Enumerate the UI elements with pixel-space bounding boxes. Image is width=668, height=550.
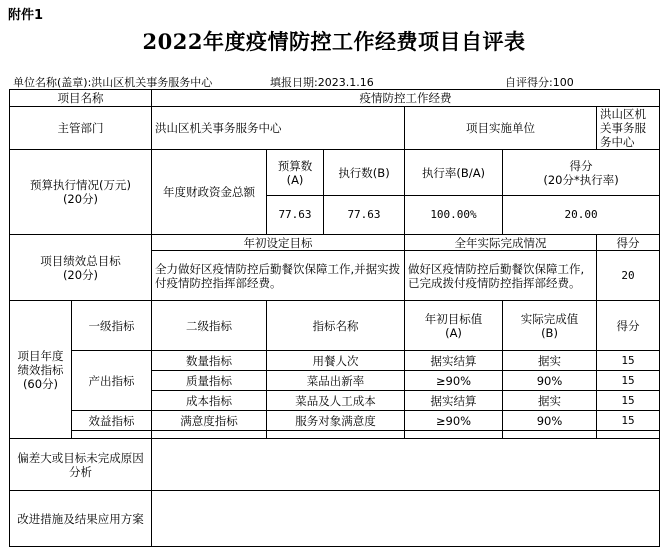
indicator-score: 15 [597,391,660,411]
date-value: 2023.1.16 [317,76,374,89]
indicator-target: ≥90% [405,371,503,391]
unit-label: 单位名称(盖章): [13,76,92,89]
output-indicator-label: 产出指标 [72,351,152,411]
indicator-name: 菜品出新率 [267,371,405,391]
indicator-score: 15 [597,371,660,391]
impl-unit-value: 洪山区机关事务服务中心 [597,107,660,150]
project-name-value: 疫情防控工作经费 [152,90,660,107]
improvement-content [152,491,660,547]
spacer-cell [267,431,405,439]
score-header: 得分 (20分*执行率) [503,150,660,196]
exec-num-header: 执行数(B) [324,150,405,196]
initial-goal-text: 全力做好区疫情防控后勤餐饮保障工作,并据实拨付疫情防控指挥部经费。 [152,251,405,301]
indicator-name: 菜品及人工成本 [267,391,405,411]
self-score-info [505,74,574,90]
page-title: 2022年度疫情防控工作经费项目自评表 [142,29,526,54]
indicator-target: 据实结算 [405,351,503,371]
impl-unit-label: 项目实施单位 [405,107,597,150]
table-row [10,411,660,431]
actual-completion-text: 做好区疫情防控后勤餐饮保障工作,已完成拨付疫情防控指挥部经费。 [405,251,597,301]
fiscal-funds-label: 年度财政资金总额 [152,150,267,235]
dept-value: 洪山区机关事务服务中心 [152,107,405,150]
spacer-cell [503,431,597,439]
budget-value: 77.63 [267,196,324,235]
benefit-indicator-label: 效益指标 [72,411,152,431]
spacer-cell [597,431,660,439]
initial-goal-header: 年初设定目标 [152,235,405,251]
indicator-score: 15 [597,411,660,431]
spacer-cell [72,431,152,439]
date-label: 填报日期: [270,76,318,89]
overall-score-header: 得分 [597,235,660,251]
level1-header: 一级指标 [72,301,152,351]
target-value-header: 年初目标值 (A) [405,301,503,351]
evaluation-table [9,89,660,547]
indicator-actual: 90% [503,411,597,431]
unit-info [13,74,212,90]
spacer-cell [152,431,267,439]
deviation-content [152,439,660,491]
indicator-name-header: 指标名称 [267,301,405,351]
exec-rate-header: 执行率(B/A) [405,150,503,196]
budget-num-header: 预算数 (A) [267,150,324,196]
indicator-level2: 质量指标 [152,371,267,391]
overall-goal-label: 项目绩效总目标 (20分) [10,235,152,301]
indicator-target: ≥90% [405,411,503,431]
budget-score-value: 20.00 [503,196,660,235]
date-info [270,74,374,90]
improvement-label: 改进措施及结果应用方案 [10,491,152,547]
budget-exec-label: 预算执行情况(万元) (20分) [10,150,152,235]
actual-completion-header: 全年实际完成情况 [405,235,597,251]
indicator-name: 用餐人次 [267,351,405,371]
indicator-level2: 数量指标 [152,351,267,371]
dept-label: 主管部门 [10,107,152,150]
indicator-actual: 据实 [503,391,597,411]
indicator-target: 据实结算 [405,391,503,411]
indicator-name: 服务对象满意度 [267,411,405,431]
indicator-score: 15 [597,351,660,371]
self-score-label: 自评得分: [505,76,553,89]
level2-header: 二级指标 [152,301,267,351]
overall-score-value: 20 [597,251,660,301]
deviation-label: 偏差大或目标未完成原因分析 [10,439,152,491]
indicator-level2: 成本指标 [152,391,267,411]
indicator-level2: 满意度指标 [152,411,267,431]
spacer-cell [405,431,503,439]
attachment-label: 附件1 [8,8,44,23]
rate-value: 100.00% [405,196,503,235]
unit-value: 洪山区机关事务服务中心 [91,76,213,89]
table-row [10,351,660,371]
indicator-actual: 90% [503,371,597,391]
actual-value-header: 实际完成值 (B) [503,301,597,351]
indicator-actual: 据实 [503,351,597,371]
project-name-label: 项目名称 [10,90,152,107]
indicator-score-header: 得分 [597,301,660,351]
self-score-value: 100 [552,76,574,89]
annual-indicators-label: 项目年度绩效指标(60分) [10,301,72,439]
executed-value: 77.63 [324,196,405,235]
